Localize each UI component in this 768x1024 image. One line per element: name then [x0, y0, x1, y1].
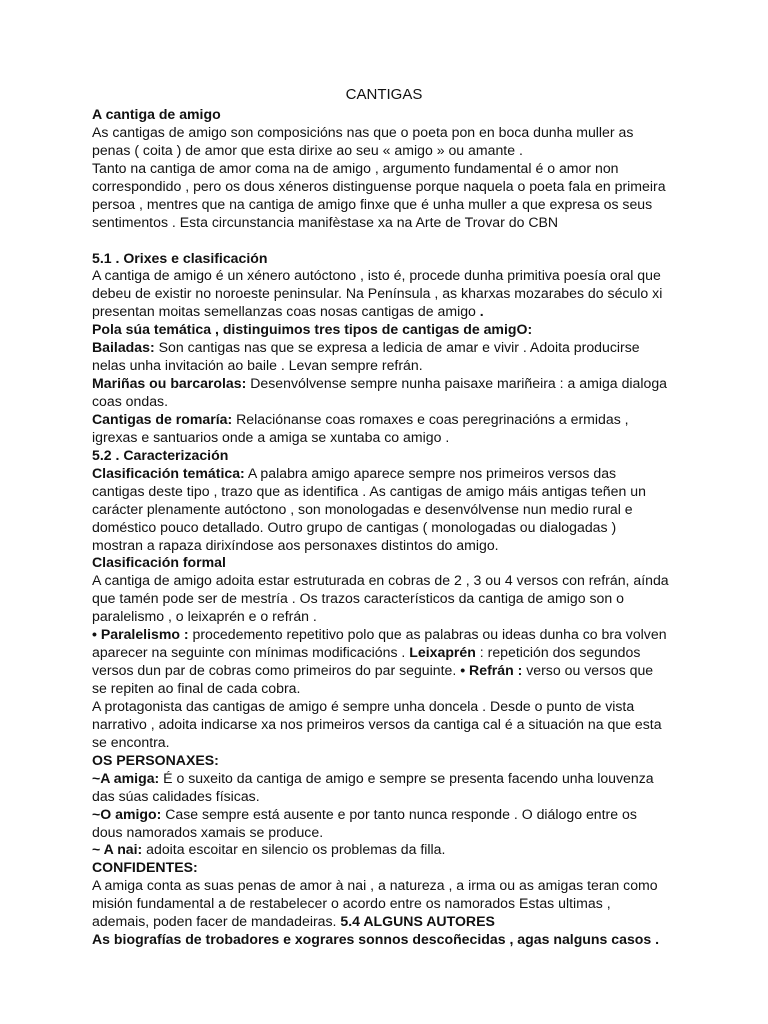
bailadas-label: Bailadas:: [92, 339, 155, 356]
paragraph-text: ademais, poden facer de mandadeiras.: [92, 913, 341, 930]
marinas-text: Desenvólvense sempre nunha paisaxe mariñeira : a amiga dialoga: [246, 375, 668, 392]
paragraph-line: narrativo , adoita indicarse xa nos primeiros versos da cantiga cal é a situación na que esta: [92, 715, 662, 732]
romaria-text: Relaciónanse coas romaxes e coas peregrinacións a ermidas ,: [232, 410, 629, 427]
paragraph-line: carácter plenamente autóctono , son monologadas e desenvólvense nun medio rural e: [92, 500, 633, 517]
tematica-text: A palabra amigo aparece sempre nos primeiros versos das: [244, 464, 617, 481]
paragraph-line: paralelismo , o leixaprén e o refrán .: [92, 608, 317, 625]
paragraph-line: igrexas e santuarios onde a amiga se xuntaba co amigo .: [92, 428, 450, 445]
paragraph-line: A cantiga de amigo adoita estar estruturada en cobras de 2 , 3 ou 4 versos con refrán, aínda: [92, 572, 669, 589]
marinas-label: Mariñas ou barcarolas:: [92, 375, 247, 392]
heading-algúns-autores: 5.4 ALGUNS AUTORES: [340, 913, 495, 930]
autores-line: [92, 913, 682, 931]
paragraph-line: que tamén pode ser de mestría . Os trazos característicos da cantiga de amigo son o: [92, 590, 624, 607]
paragraph-line: misión fundamental a de restabelecer o acordo entre os namorados Estas ultimas ,: [92, 895, 611, 912]
paragraph-line: A cantiga de amigo é un xénero autóctono , isto é, procede dunha primitiva poesía oral que: [92, 267, 661, 284]
paralelismo-text: procedemento repetitivo polo que as palabras ou ideas dunha co bra volven: [188, 626, 667, 643]
amiga-line: [92, 770, 682, 788]
heading-cantiga-de-amigo: A cantiga de amigo: [92, 106, 221, 122]
paralelismo-label: • Paralelismo :: [92, 626, 189, 643]
document-body: [92, 106, 682, 949]
refran-text: verso ou versos que: [522, 662, 654, 679]
amiga-label: ~A amiga:: [92, 769, 160, 786]
romaria-label: Cantigas de romaría:: [92, 410, 233, 427]
paragraph-line: se repiten ao final de cada cobra.: [92, 680, 301, 696]
tematica-label: Clasificación temática:: [92, 464, 245, 481]
paragraph-text: presentan moitas semellanzas coas nosas cantigas de amigo: [92, 303, 480, 320]
amiga-text: É o suxeito da cantiga de amigo e sempre se presenta facendo unha louvenza: [159, 769, 654, 786]
paragraph-line: A amiga conta as suas penas de amor à nai , a natureza , a irma ou as amigas teran como: [92, 877, 658, 894]
refran-line: [92, 662, 682, 680]
paragraph-line: cantigas deste tipo , trazo que as identifica . As cantigas de amigo máis antigas teñen un: [92, 482, 646, 499]
heading-caracterizacion: 5.2 . Caracterización: [92, 446, 229, 463]
paragraph-line: sentimentos . Esta circunstancia manifèstase xa na Arte de Trovar do CBN: [92, 213, 559, 230]
leixapren-label: Leixaprén: [409, 644, 476, 661]
paragraph-line: persoa , mentres que na cantiga de amigo finxe que é unha muller a que expresa os seus: [92, 195, 653, 212]
paragraph-line: [92, 303, 682, 321]
nai-label: ~ A nai:: [92, 841, 143, 858]
tematica-line: [92, 465, 682, 483]
refran-label: • Refrán :: [460, 662, 523, 679]
nai-text: adoita escoitar en silencio os problemas da filla.: [142, 841, 446, 858]
romaria-line: [92, 411, 682, 429]
leixapren-text: : repetición dos segundos: [475, 644, 641, 661]
paragraph-line: dous namorados xamais se produce.: [92, 823, 324, 840]
document-title: CANTIGAS: [345, 86, 423, 103]
paralelismo-line: [92, 626, 682, 644]
paragraph-line: penas ( coita ) de amor que esta dirixe ao seu « amigo » ou amante .: [92, 141, 523, 158]
marinas-line: [92, 375, 682, 393]
paragraph-line: Tanto na cantiga de amor coma na de amigo , argumento fundamental é o amor non: [92, 159, 619, 176]
leixapren-text: versos dun par de cobras como primeiros do par seguinte.: [92, 662, 461, 679]
paragraph-line: coas ondas.: [92, 393, 169, 409]
paragraph-line: correspondido , pero os dous xéneros distinguense porque naquela o poeta fala en primeira: [92, 177, 666, 194]
paragraph-line: mostran a rapaza dirixíndose aos personaxes distintos do amigo.: [92, 536, 499, 553]
amigo-text: Case sempre está ausente e por tanto nunca responde . O diálogo entre os: [161, 805, 637, 822]
final-line: As biografías de trobadores e xograres sonnos descoñecidas , agas nalguns casos .: [92, 931, 660, 948]
confidentes-heading: CONFIDENTES:: [92, 859, 198, 876]
paragraph-line: debeu de existir no noroeste peninsular. Na Península , as kharxas mozarabes do século xi: [92, 285, 663, 302]
paragraph-line: doméstico pouco detallado. Outro grupo de cantigas ( monologadas ou dialogadas ): [92, 518, 617, 535]
paragraph-line: A protagonista das cantigas de amigo é sempre unha doncela . Desde o punto de vista: [92, 697, 635, 714]
paralelismo-text: aparecer na seguinte con mínimas modificacións .: [92, 644, 410, 661]
tipos-heading: Pola súa temática , distinguimos tres tipos de cantigas de amigO:: [92, 321, 533, 338]
blank-line: [92, 232, 682, 250]
heading-orixes: 5.1 . Orixes e clasificación: [92, 249, 268, 266]
paragraph-line: das súas calidades físicas.: [92, 787, 260, 804]
bailadas-text: Son cantigas nas que se expresa a ledicia de amar e vivir . Adoita producirse: [154, 339, 640, 356]
amigo-label: ~O amigo:: [92, 805, 162, 822]
paragraph-line: nelas unha invitación ao baile . Levan sempre refrán.: [92, 357, 423, 374]
nai-line: [92, 841, 682, 859]
bold-period: .: [479, 303, 484, 320]
leixapren-line: [92, 644, 682, 662]
bailadas-line: [92, 339, 682, 357]
personaxes-heading: OS PERSONAXES:: [92, 751, 219, 768]
amigo-line: [92, 806, 682, 824]
paragraph-line: As cantigas de amigo son composicións nas que o poeta pon en boca dunha muller as: [92, 123, 634, 140]
paragraph-line: se encontra.: [92, 733, 170, 750]
formal-heading: Clasificación formal: [92, 554, 226, 571]
